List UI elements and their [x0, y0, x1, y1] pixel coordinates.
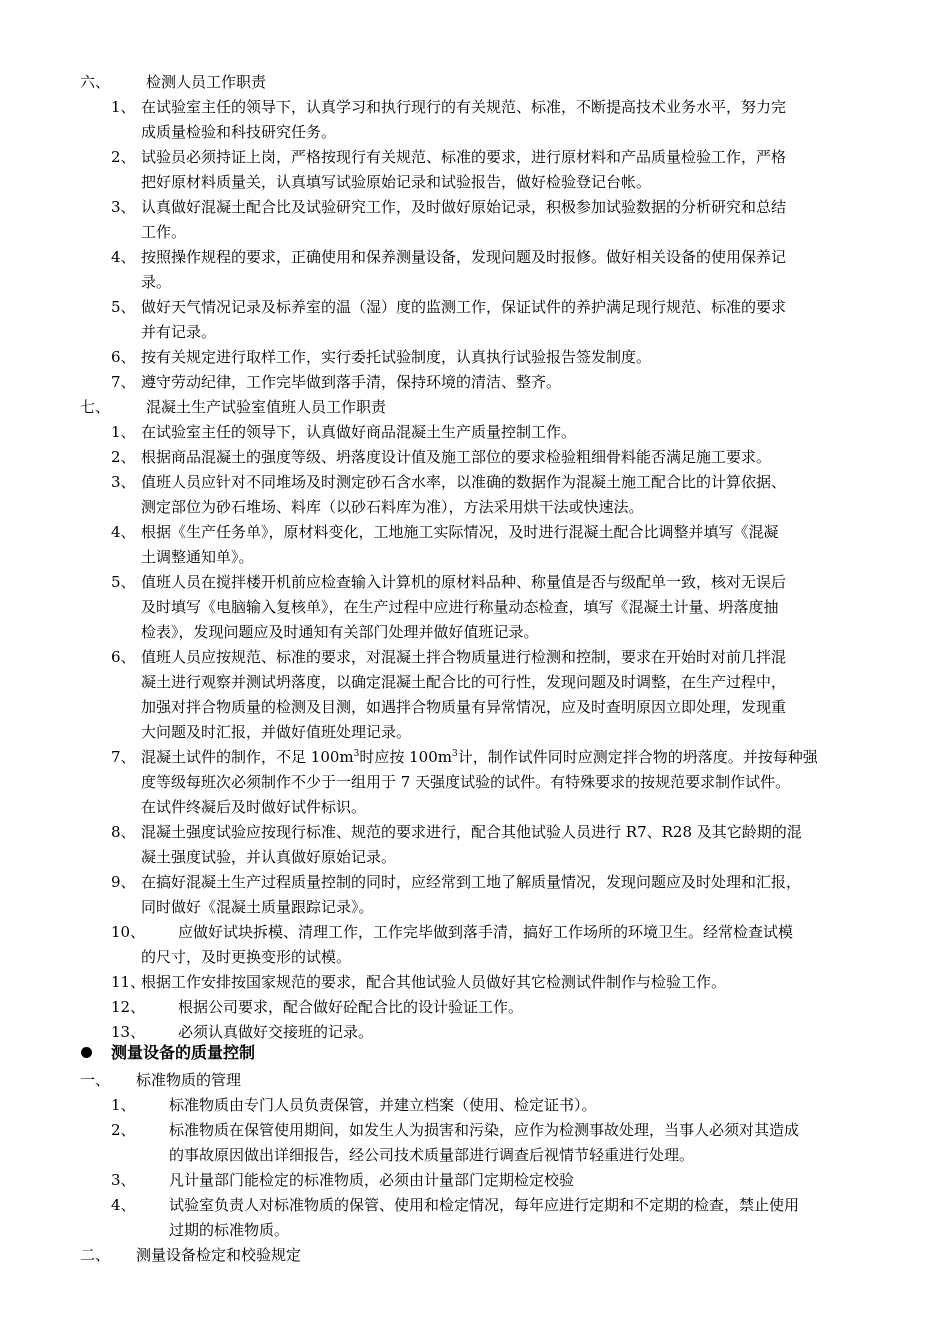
item-text: 标准物质在保管使用期间，如发生人为损害和污染，应作为检测事故处理，当事人必须对其造成 [169, 1121, 800, 1139]
item-text: 根据工作安排按国家规范的要求，配合其他试验人员做好其它检测试件制作与检验工作。 [141, 973, 727, 991]
bullet-icon [81, 1047, 92, 1058]
item-text: 值班人员在搅拌楼开机前应检查输入计算机的原材料品种、称量值是否与级配单一致，核对无误后 [141, 573, 787, 591]
item-text: 凡计量部门能检定的标准物质，必须由计量部门定期检定校验 [169, 1171, 575, 1189]
item-number: 9、 [111, 873, 136, 891]
item-text: 试验室负责人对标准物质的保管、使用和检定情况，每年应进行定期和不定期的检查，禁止使用 [169, 1196, 800, 1214]
item-number: 1、 [111, 98, 136, 116]
item-number: 3、 [111, 473, 136, 491]
item-number: 4、 [111, 523, 136, 541]
item-number: 6、 [111, 348, 136, 366]
item-text: 及时填写《电脑输入复核单》，在生产过程中应进行称量动态检查，填写《混凝土计量、坍落度抽 [141, 598, 779, 616]
item-text: 按有关规定进行取样工作，实行委托试验制度，认真执行试验报告签发制度。 [141, 348, 652, 366]
item-text: 大问题及时汇报，并做好值班处理记录。 [141, 723, 412, 741]
superscript-3: 3 [451, 749, 458, 759]
item-number: 5、 [111, 298, 136, 316]
item-text: 在试验室主任的领导下，认真学习和执行现行的有关规范、标准，不断提高技术业务水平，努力完 [141, 98, 787, 116]
item-number: 7、 [111, 373, 136, 391]
item-text: 并有记录。 [141, 323, 217, 341]
item-text: 录。 [141, 273, 172, 291]
item-text: 测定部位为砂石堆场、料库（以砂石料库为准），方法采用烘干法或快速法。 [141, 498, 644, 516]
section-number: 一、 [80, 1071, 111, 1089]
item-text: 认真做好混凝土配合比及试验研究工作，及时做好原始记录，积极参加试验数据的分析研究和总结 [141, 198, 787, 216]
item-number: 8、 [111, 823, 136, 841]
item-text-part: 混凝土试件的制作，不足 100m [141, 748, 354, 766]
section-title: 检测人员工作职责 [146, 73, 267, 91]
item-number: 12、 [111, 998, 146, 1016]
item-number: 11、 [111, 973, 146, 991]
item-text: 遵守劳动纪律，工作完毕做到落手清，保持环境的清洁、整齐。 [141, 373, 562, 391]
item-number: 6、 [111, 648, 136, 666]
item-number: 3、 [111, 1171, 136, 1189]
item-text: 的事故原因做出详细报告，经公司技术质量部进行调查后视情节轻重进行处理。 [169, 1146, 695, 1164]
item-number: 4、 [111, 248, 136, 266]
superscript-3: 3 [353, 749, 360, 759]
item-text: 同时做好《混凝土质量跟踪记录》。 [141, 898, 374, 916]
item-number: 3、 [111, 198, 136, 216]
item-text: 在试验室主任的领导下，认真做好商品混凝土生产质量控制工作。 [141, 423, 577, 441]
heading: 测量设备的质量控制 [111, 1043, 256, 1062]
item-text: 的尺寸，及时更换变形的试模。 [141, 948, 352, 966]
item-number: 2、 [111, 148, 136, 166]
section-title: 混凝土生产试验室值班人员工作职责 [146, 398, 387, 416]
item-text: 加强对拌合物质量的检测及目测，如遇拌合物质量有异常情况，应及时查明原因立即处理，发现重 [141, 698, 787, 716]
item-text: 成质量检验和科技研究任务。 [141, 123, 337, 141]
section-number: 六、 [80, 73, 111, 91]
item-text: 在试件终凝后及时做好试件标识。 [141, 798, 367, 816]
item-text-part: 计，制作试件同时应测定拌合物的坍落度。并按每种强 [457, 748, 818, 766]
item-text: 根据公司要求，配合做好砼配合比的设计验证工作。 [178, 998, 524, 1016]
item-text: 应做好试块拆模、清理工作，工作完毕做到落手清，搞好工作场所的环境卫生。经常检查试模 [178, 923, 794, 941]
item-number: 5、 [111, 573, 136, 591]
item-number: 10、 [111, 923, 146, 941]
item-text: 土调整通知单》。 [141, 548, 254, 566]
item-text: 检表》，发现问题应及时通知有关部门处理并做好值班记录。 [141, 623, 539, 641]
item-number: 7、 [111, 748, 136, 766]
item-text: 把好原材料质量关，认真填写试验原始记录和试验报告，做好检验登记台帐。 [141, 173, 652, 191]
item-text: 凝土强度试验，并认真做好原始记录。 [141, 848, 397, 866]
item-text: 值班人员应按规范、标准的要求，对混凝土拌合物质量进行检测和控制，要求在开始时对前几拌混 [141, 648, 787, 666]
item-text: 根据《生产任务单》，原材料变化，工地施工实际情况，及时进行混凝土配合比调整并填写《混凝 [141, 523, 779, 541]
item-text: 在搞好混凝土生产过程质量控制的同时，应经常到工地了解质量情况，发现问题应及时处理和汇报， [141, 873, 802, 891]
item-number: 2、 [111, 1121, 136, 1139]
item-text-part: 时应按 100m [359, 748, 452, 766]
item-text: 试验员必须持证上岗，严格按现行有关规范、标准的要求，进行原材料和产品质量检验工作，严格 [141, 148, 787, 166]
item-text: 度等级每班次必须制作不少于一组用于 7 天强度试验的试件。有特殊要求的按规范要求制作试件。 [141, 773, 791, 791]
item-text: 凝土进行观察并测试坍落度，以确定混凝土配合比的可行性，发现问题及时调整，在生产过程中， [141, 673, 787, 691]
section-number: 二、 [80, 1246, 111, 1264]
item-number: 1、 [111, 1096, 136, 1114]
section-number: 七、 [80, 398, 111, 416]
section-title: 测量设备检定和校验规定 [136, 1246, 302, 1264]
item-number: 2、 [111, 448, 136, 466]
item-text: 做好天气情况记录及标养室的温（湿）度的监测工作，保证试件的养护满足现行规范、标准的要求 [141, 298, 787, 316]
item-text: 值班人员应针对不同堆场及时测定砂石含水率，以准确的数据作为混凝土施工配合比的计算依据、 [141, 473, 787, 491]
item-text: 标准物质由专门人员负责保管，并建立档案（使用、检定证书）。 [169, 1096, 597, 1114]
item-text: 根据商品混凝土的强度等级、坍落度设计值及施工部位的要求检验粗细骨料能否满足施工要求。 [141, 448, 772, 466]
item-text: 过期的标准物质。 [169, 1221, 290, 1239]
item-text: 按照操作规程的要求，正确使用和保养测量设备，发现问题及时报修。做好相关设备的使用保养记 [141, 248, 787, 266]
section-title: 标准物质的管理 [136, 1071, 242, 1089]
item-text: 工作。 [141, 223, 187, 241]
item-text [141, 747, 818, 767]
item-number: 13、 [111, 1023, 146, 1041]
item-number: 1、 [111, 423, 136, 441]
item-text: 必须认真做好交接班的记录。 [178, 1023, 374, 1041]
item-number: 4、 [111, 1196, 136, 1214]
item-text: 混凝土强度试验应按现行标准、规范的要求进行，配合其他试验人员进行 R7、R28 及其它龄期的混 [141, 823, 802, 841]
